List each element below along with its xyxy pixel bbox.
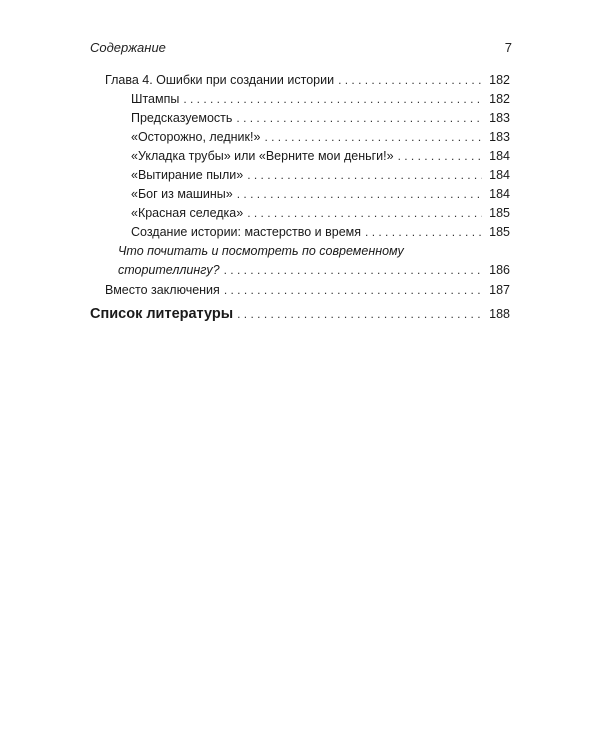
toc-entry-label: Штампы (131, 92, 180, 106)
dot-leader (365, 224, 482, 240)
toc-entry-page: 184 (489, 187, 510, 201)
toc-entry-deus-ex-machina[interactable] (131, 186, 510, 202)
toc-entry-reading-cont[interactable] (118, 262, 510, 278)
dot-leader (224, 262, 482, 278)
dot-leader (237, 306, 482, 322)
toc-entry-page: 184 (489, 149, 510, 163)
dot-leader (338, 72, 482, 88)
dot-leader (247, 205, 482, 221)
toc-entry-page: 187 (489, 283, 510, 297)
toc-entry-page: 183 (489, 111, 510, 125)
toc-entry-red-herring[interactable] (131, 205, 510, 221)
toc-entry-page: 186 (489, 263, 510, 277)
toc-entry-glacier[interactable] (131, 129, 510, 145)
toc-entry-page: 184 (489, 168, 510, 182)
toc-entry-reading[interactable] (118, 243, 510, 259)
toc-entry-label: «Красная селедка» (131, 206, 244, 220)
toc-entry-page: 185 (489, 206, 510, 220)
dot-leader (264, 129, 482, 145)
toc-entry-page: 182 (489, 92, 510, 106)
toc-entry-laying-pipe[interactable] (131, 148, 510, 164)
toc-entry-page: 188 (489, 307, 510, 321)
toc-entry-label: «Укладка трубы» или «Верните мои деньги!» (131, 149, 394, 163)
toc-entry-label-line2: сторителлингу? (118, 263, 220, 277)
toc-entry-label: Список литературы (90, 306, 234, 322)
toc-entry-predictability[interactable] (131, 110, 510, 126)
toc-entry-label: «Бог из машины» (131, 187, 233, 201)
dot-leader (224, 282, 482, 298)
toc-entry-page: 182 (489, 73, 510, 87)
toc-entry-label: Вместо заключения (105, 283, 220, 297)
dot-leader (398, 148, 482, 164)
toc-entry-label: Создание истории: мастерство и время (131, 225, 362, 239)
toc-entry-label-line1: Что почитать и посмотреть по современному (118, 244, 404, 258)
toc-entry-stamps[interactable] (131, 91, 510, 107)
toc-entry-chapter-4[interactable] (105, 72, 510, 88)
page-number: 7 (504, 40, 512, 55)
toc-entry-dusting[interactable] (131, 167, 510, 183)
toc-entry-craft-and-time[interactable] (131, 224, 510, 240)
toc-entry-page: 185 (489, 225, 510, 239)
toc-entry-page: 183 (489, 130, 510, 144)
dot-leader (247, 167, 482, 183)
toc-entry-label: Глава 4. Ошибки при создании истории (105, 73, 335, 87)
toc-entry-label: «Осторожно, ледник!» (131, 130, 261, 144)
running-head-title: Содержание (90, 40, 166, 55)
toc-entry-bibliography[interactable] (90, 306, 510, 322)
toc-entry-label: «Вытирание пыли» (131, 168, 244, 182)
dot-leader (183, 91, 482, 107)
dot-leader (237, 186, 482, 202)
toc-entry-conclusion[interactable] (105, 282, 510, 298)
toc-entry-label: Предсказуемость (131, 111, 233, 125)
dot-leader (236, 110, 482, 126)
